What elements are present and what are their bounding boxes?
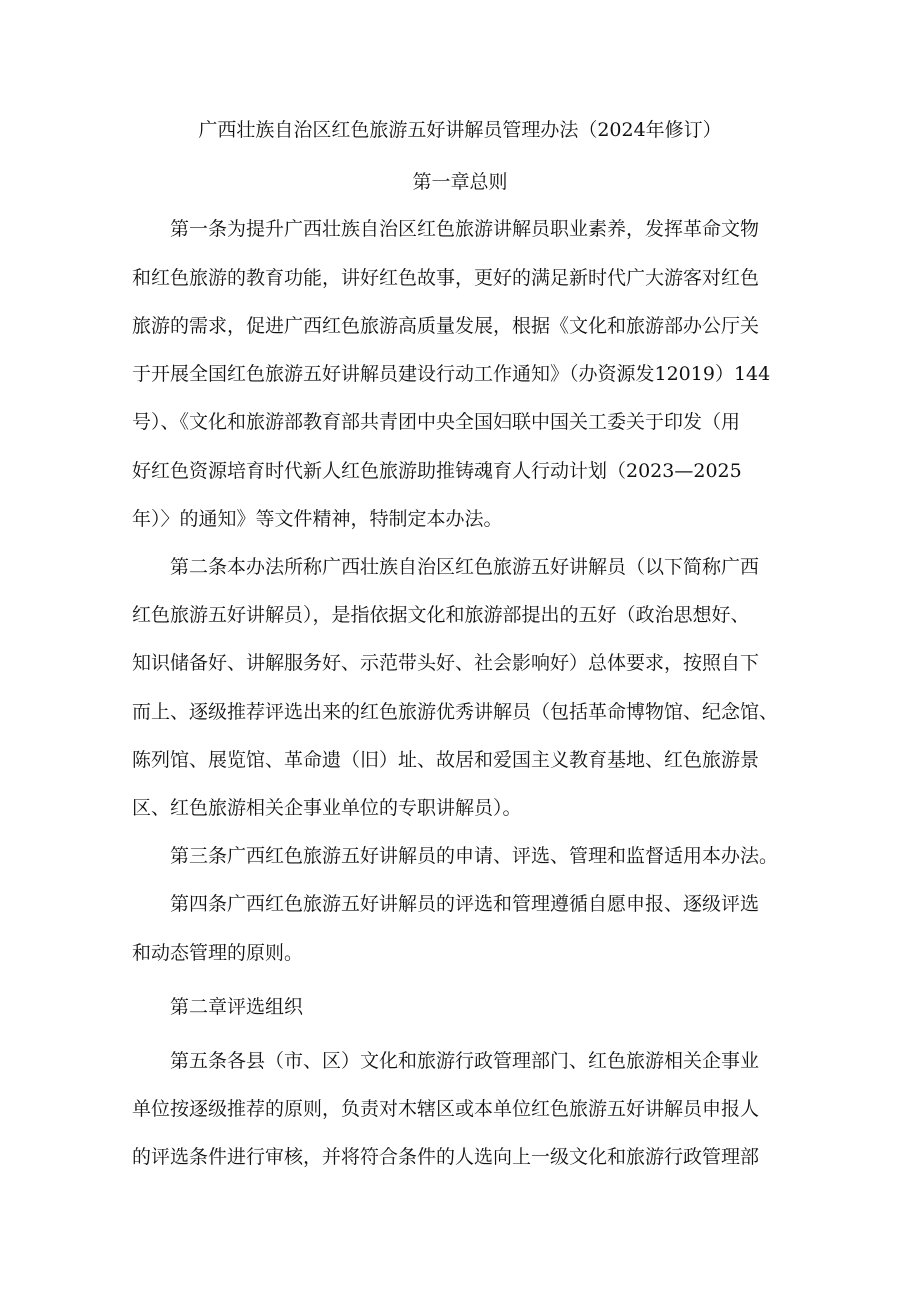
article-2-line-2: 红色旅游五好讲解员），是指依据文化和旅游部提出的五好（政治思想好、 — [132, 604, 750, 626]
article-1-line-6: 好红色资源培育时代新人红色旅游助推铸魂育人行动计划（2023—2025 — [132, 460, 742, 482]
article-4-line-1: 第四条广西红色旅游五好讲解员的评选和管理遵循自愿申报、逐级评选 — [170, 893, 760, 915]
article-5-line-1: 第五条各县（市、区）文化和旅游行政管理部门、红色旅游相关企事业 — [170, 1050, 760, 1072]
article-2-line-5: 陈列馆、展览馆、革命遗（旧）址、故居和爱国主义教育基地、红色旅游景 — [132, 749, 760, 771]
document-title: 广西壮族自治区红色旅游五好讲解员管理办法（2024年修订） — [198, 119, 722, 141]
article-1-line-7: 年）〉的通知》等文件精神，特制定本办法。 — [132, 508, 503, 530]
article-2-line-3: 知识储备好、讲解服务好、示范带头好、社会影响好）总体要求，按照自下 — [132, 652, 760, 674]
article-1-line-4: 于开展全国红色旅游五好讲解员建设行动工作通知》（办资源发12019）144 — [132, 363, 771, 385]
chapter-2-heading: 第二章评选组织 — [170, 996, 304, 1018]
article-1-line-3: 旅游的需求，促进广西红色旅游高质量发展，根据《文化和旅游部办公厅关 — [132, 315, 760, 337]
chapter-1-heading: 第一章总则 — [412, 171, 508, 193]
article-1-line-2: 和红色旅游的教育功能，讲好红色故事，更好的满足新时代广大游客对红色 — [132, 267, 760, 289]
article-5-line-3: 的评选条件进行审核，并将符合条件的人选向上一级文化和旅游行政管理部 — [132, 1146, 760, 1168]
article-2-line-6: 区、红色旅游相关企事业单位的专职讲解员）。 — [132, 797, 522, 819]
article-2-line-1: 第二条本办法所称广西壮族自治区红色旅游五好讲解员（以下简称广西 — [170, 556, 760, 578]
article-3-line-1: 第三条广西红色旅游五好讲解员的申请、评选、管理和监督适用本办法。 — [170, 845, 779, 867]
article-2-line-4: 而上、逐级推荐评选出来的红色旅游优秀讲解员（包括革命博物馆、纪念馆、 — [132, 701, 779, 723]
article-1-line-1: 第一条为提升广西壮族自治区红色旅游讲解员职业素养，发挥革命文物 — [170, 218, 760, 240]
article-5-line-2: 单位按逐级推荐的原则，负责对木辖区或本单位红色旅游五好讲解员申报人 — [132, 1098, 760, 1120]
article-1-line-5: 号）、《文化和旅游部教育部共青团中央全国妇联中国关工委关于印发（用 — [132, 411, 741, 433]
article-4-line-2: 和动态管理的原则。 — [132, 942, 304, 964]
